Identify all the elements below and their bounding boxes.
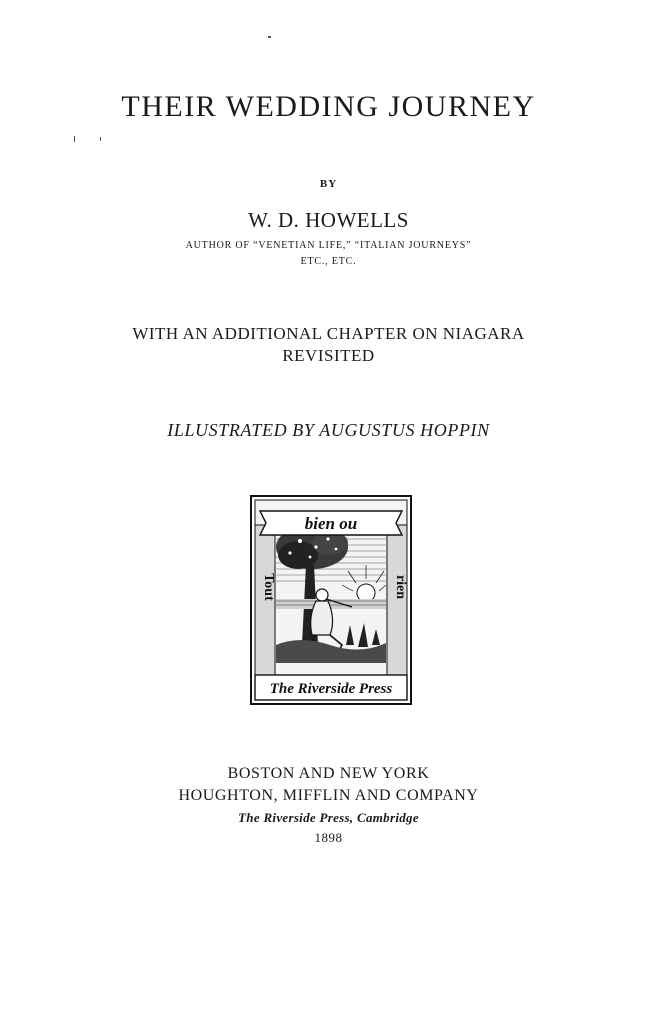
scan-speck (268, 36, 271, 38)
publisher-device-engraving (250, 495, 412, 705)
additional-chapter-note (0, 323, 657, 367)
additional-chapter-line-1: WITH AN ADDITIONAL CHAPTER ON NIAGARA (132, 324, 525, 343)
author-credits-line-1: AUTHOR OF “VENETIAN LIFE,” “ITALIAN JOURNEYS” (185, 240, 472, 251)
imprint-year: 1898 (314, 830, 343, 845)
by-line: BY (319, 178, 338, 190)
author-name: W. D. HOWELLS (248, 208, 409, 232)
book-title: THEIR WEDDING JOURNEY (121, 90, 536, 123)
scan-speck (74, 136, 75, 142)
banner-motto-top: bien ou (304, 514, 358, 533)
banner-press-name: The Riverside Press (269, 681, 393, 697)
illustrator-credit: ILLUSTRATED BY AUGUSTUS HOPPIN (167, 420, 490, 440)
imprint-press: The Riverside Press, Cambridge (238, 810, 419, 825)
author-credits (0, 238, 657, 270)
scan-speck (100, 137, 101, 141)
imprint-city: BOSTON AND NEW YORK (227, 765, 430, 782)
riverside-press-emblem (250, 495, 412, 705)
side-motto-right: rien (393, 574, 408, 600)
additional-chapter-line-2: REVISITED (282, 346, 375, 365)
imprint-publisher: HOUGHTON, MIFFLIN AND COMPANY (178, 787, 479, 804)
side-motto-left: Tout (261, 573, 276, 601)
author-credits-line-2: ETC., ETC. (300, 256, 357, 267)
